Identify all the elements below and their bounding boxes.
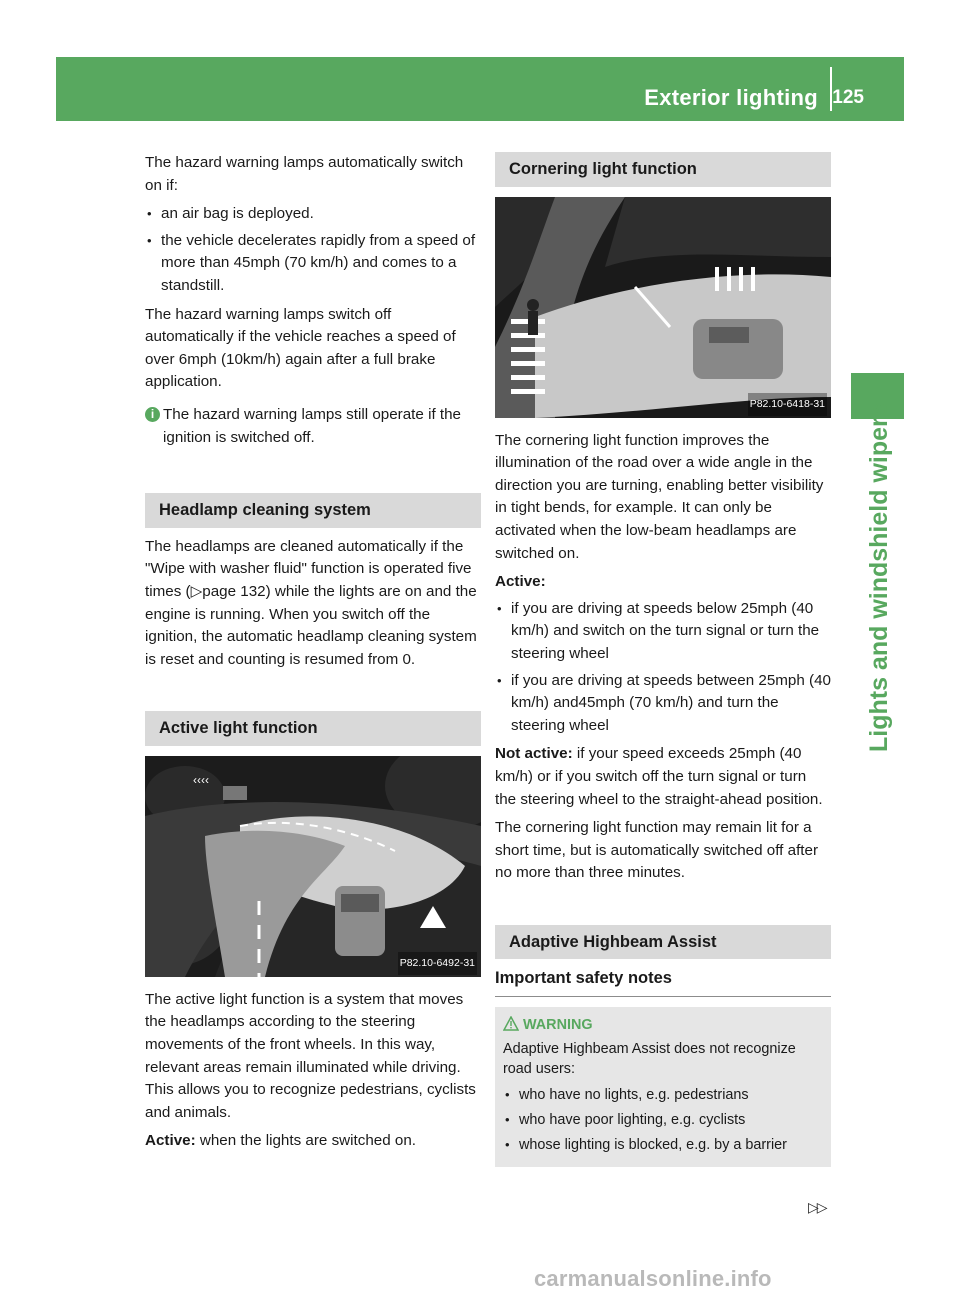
- headlamp-cleaning-text: [145, 536, 481, 672]
- hazard-off-text: The hazard warning lamps switch off automatically if the vehicle reaches a speed of over 6mph (10km/h) again after a full brake application.: [145, 305, 456, 391]
- not-active-label: Not active:: [495, 745, 573, 763]
- left-column: [145, 152, 481, 1159]
- figure-code: P82.10-6418-31: [748, 393, 827, 416]
- page-reference-link[interactable]: page 132: [202, 582, 266, 600]
- active-label: Active:: [495, 573, 546, 591]
- hazard-conditions-list: [145, 203, 481, 297]
- warning-heading: [503, 1015, 823, 1035]
- section-heading-active-light: Active light function: [145, 711, 481, 746]
- figure-code: P82.10-6492-31: [398, 952, 477, 975]
- active-label: Active:: [145, 1132, 196, 1150]
- subheading-safety-notes: Important safety notes: [495, 967, 831, 997]
- cornering-active-list: [495, 598, 831, 738]
- active-light-text: The active light function is a system that moves the headlamps according to the steering movements of the front wheels. In this way, relevant areas remain illuminated while driving. This allows you to recognize pedestrians, cyclists and animals.: [145, 990, 476, 1121]
- info-note-text: The hazard warning lamps still operate if the ignition is switched off.: [163, 405, 461, 446]
- right-column: [495, 152, 831, 1167]
- not-active-line: [495, 743, 831, 811]
- warning-label: WARNING: [523, 1017, 593, 1034]
- watermark-text: carmanualsonline.info: [534, 1266, 772, 1291]
- page-number: 125: [832, 87, 864, 108]
- warning-triangle-icon: [503, 1016, 519, 1031]
- section-title: Exterior lighting: [644, 85, 818, 110]
- headlamp-text-part: The headlamps are cleaned automatically if the "Wipe with washer fluid" function is operated five times (: [145, 537, 472, 600]
- active-light-illustration: [145, 756, 481, 977]
- warning-box: [495, 1007, 831, 1167]
- cornering-light-figure: [495, 197, 831, 418]
- list-item: • whose lighting is blocked, e.g. by a barrier: [503, 1135, 823, 1155]
- list-item: • who have poor lighting, e.g. cyclists: [503, 1110, 823, 1130]
- headlamp-text-part: ) while the lights are on and the engine is running. When you switch off the ignition, the automatic headlamp cleaning system is reset and counting is resumed from 0.: [145, 582, 477, 668]
- info-note: [145, 404, 481, 449]
- warning-list: [503, 1085, 823, 1155]
- active-text: when the lights are switched on.: [195, 1132, 417, 1150]
- page-ref-arrow-icon: ▷: [190, 582, 203, 600]
- hazard-intro: The hazard warning lamps automatically switch on if:: [145, 154, 464, 194]
- svg-text:‹‹‹‹: ‹‹‹‹: [193, 772, 209, 787]
- warning-text: Adaptive Highbeam Assist does not recognize road users:: [503, 1041, 796, 1078]
- cornering-light-illustration: [495, 197, 831, 418]
- active-light-active-line: [145, 1130, 481, 1153]
- list-item: • the vehicle decelerates rapidly from a speed of more than 45mph (70 km/h) and comes to a standstill.: [145, 230, 481, 298]
- info-icon: i: [145, 407, 160, 422]
- section-heading-cornering-light: Cornering light function: [495, 152, 831, 187]
- continue-arrow-icon: ▷▷: [808, 1199, 826, 1215]
- list-item: • who have no lights, e.g. pedestrians: [503, 1085, 823, 1105]
- section-heading-adaptive-highbeam: Adaptive Highbeam Assist: [495, 925, 831, 960]
- section-heading-headlamp-cleaning: Headlamp cleaning system: [145, 493, 481, 528]
- list-item: • if you are driving at speeds below 25mph (40 km/h) and switch on the turn signal or turn the steering wheel: [495, 598, 831, 666]
- list-item: • an air bag is deployed.: [145, 203, 481, 226]
- list-item: • if you are driving at speeds between 25mph (40 km/h) and45mph (70 km/h) and turn the steering wheel: [495, 670, 831, 738]
- cornering-light-text: The cornering light function improves the illumination of the road over a wide angle in the direction you are turning, enabling better visibility in tight bends, for example. It can only be activated when the low-beam headlamps are switched on.: [495, 431, 824, 562]
- remain-lit-text: The cornering light function may remain lit for a short time, but is automatically switched off after no more than three minutes.: [495, 819, 819, 882]
- active-light-figure: [145, 756, 481, 977]
- page-header-bar: [56, 57, 904, 121]
- not-active-text: if your speed exceeds 25mph (40 km/h) or if you switch off the turn signal or turn the steering wheel to the straight-ahead position.: [495, 745, 823, 808]
- chapter-tab-label: Lights and windshield wipers: [865, 403, 893, 752]
